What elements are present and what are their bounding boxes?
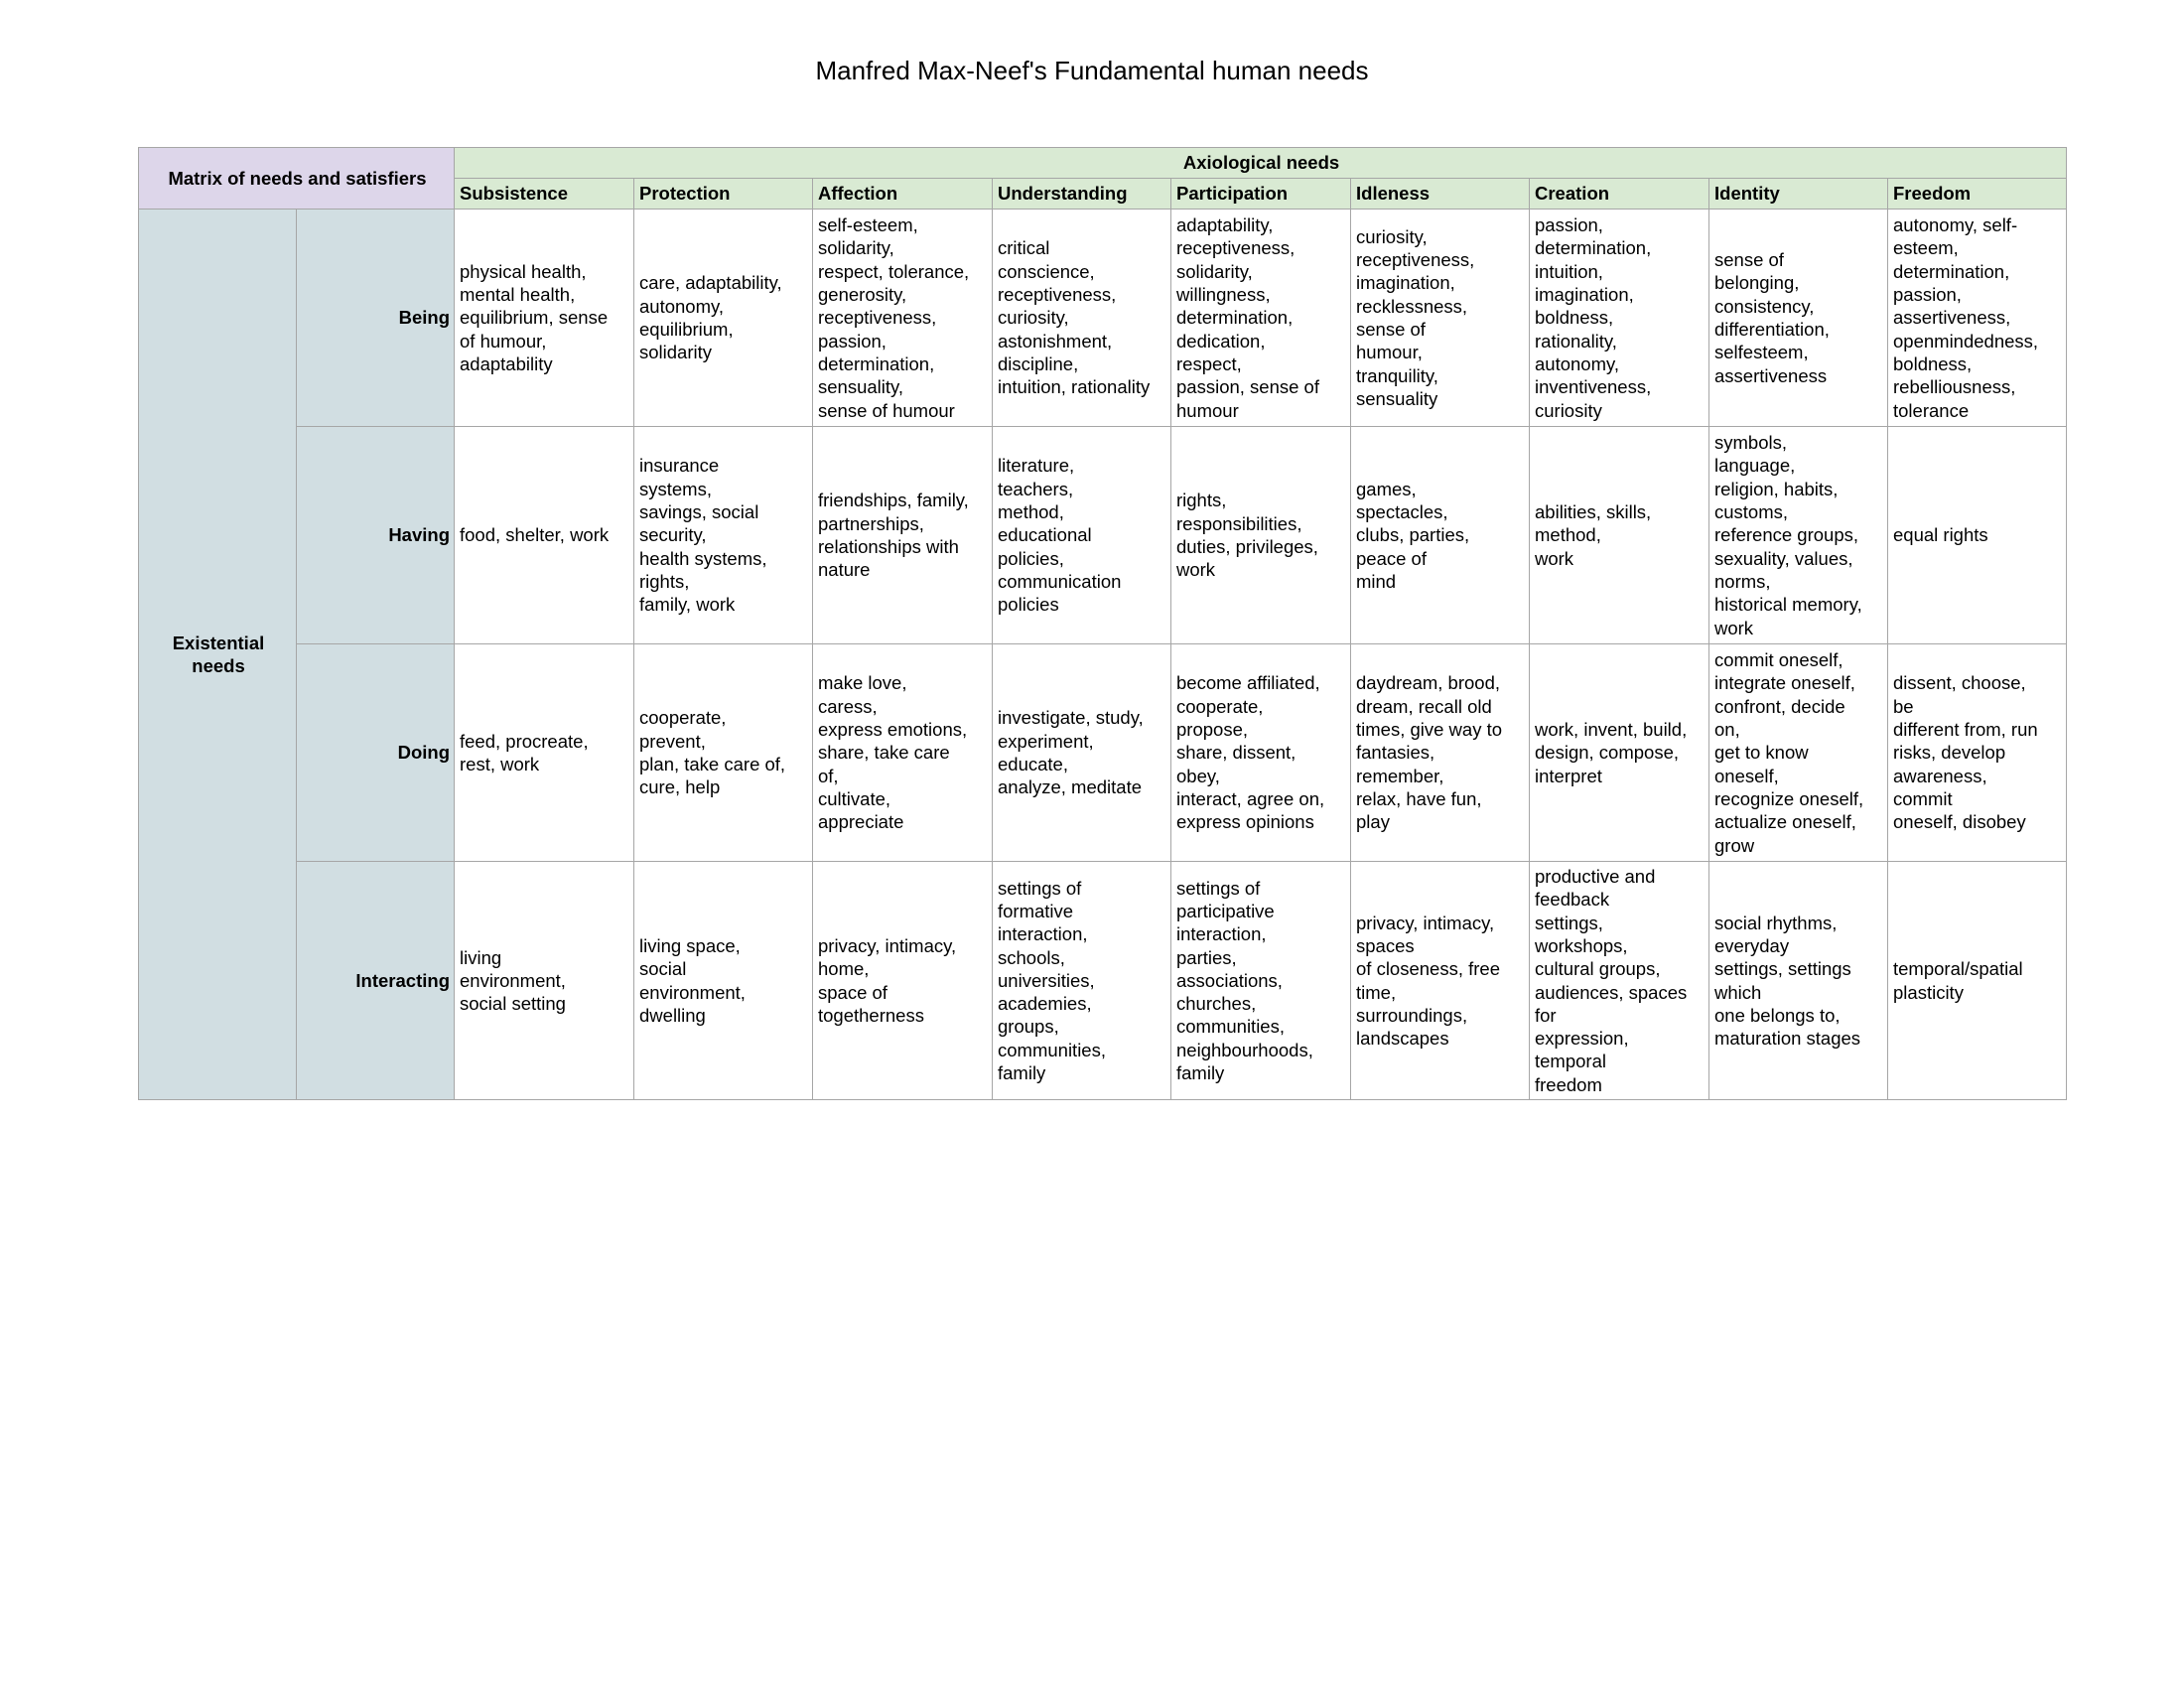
satisfier-cell-interacting-freedom: temporal/spatial plasticity <box>1888 862 2067 1100</box>
column-header-freedom: Freedom <box>1888 179 2067 210</box>
satisfier-cell-having-idleness: games, spectacles, clubs, parties, peace of mind <box>1351 427 1530 644</box>
satisfier-cell-doing-affection: make love, caress, express emotions, share, take care of, cultivate, appreciate <box>813 644 993 862</box>
row-label-doing: Doing <box>297 644 455 862</box>
satisfier-cell-having-subsistence: food, shelter, work <box>455 427 634 644</box>
table-row-interacting <box>139 862 2067 1100</box>
satisfier-cell-interacting-creation: productive and feedback settings, workshops, cultural groups, audiences, spaces for expression, temporal freedom <box>1530 862 1709 1100</box>
satisfier-cell-having-affection: friendships, family, partnerships, relationships with nature <box>813 427 993 644</box>
needs-matrix <box>138 147 2067 1100</box>
satisfier-cell-doing-protection: cooperate, prevent, plan, take care of, cure, help <box>634 644 813 862</box>
column-header-idleness: Idleness <box>1351 179 1530 210</box>
satisfier-cell-doing-freedom: dissent, choose, be different from, run risks, develop awareness, commit oneself, disobey <box>1888 644 2067 862</box>
satisfier-cell-having-creation: abilities, skills, method, work <box>1530 427 1709 644</box>
column-header-participation: Participation <box>1171 179 1351 210</box>
table-row-doing <box>139 644 2067 862</box>
satisfier-cell-doing-subsistence: feed, procreate, rest, work <box>455 644 634 862</box>
table-row-having <box>139 427 2067 644</box>
satisfier-cell-doing-understanding: investigate, study, experiment, educate, analyze, meditate <box>993 644 1171 862</box>
row-label-having: Having <box>297 427 455 644</box>
satisfier-cell-having-protection: insurance systems, savings, social security, health systems, rights, family, work <box>634 427 813 644</box>
row-label-interacting: Interacting <box>297 862 455 1100</box>
satisfier-cell-interacting-participation: settings of participative interaction, parties, associations, churches, communities, neighbourhoods, family <box>1171 862 1351 1100</box>
satisfier-cell-having-freedom: equal rights <box>1888 427 2067 644</box>
satisfier-cell-interacting-understanding: settings of formative interaction, schools, universities, academies, groups, communities, family <box>993 862 1171 1100</box>
satisfier-cell-interacting-affection: privacy, intimacy, home, space of togetherness <box>813 862 993 1100</box>
satisfier-cell-doing-idleness: daydream, brood, dream, recall old times, give way to fantasies, remember, relax, have fun, play <box>1351 644 1530 862</box>
satisfier-cell-being-participation: adaptability, receptiveness, solidarity, willingness, determination, dedication, respect, passion, sense of humour <box>1171 210 1351 427</box>
satisfier-cell-being-understanding: critical conscience, receptiveness, curiosity, astonishment, discipline, intuition, rationality <box>993 210 1171 427</box>
column-header-subsistence: Subsistence <box>455 179 634 210</box>
column-header-affection: Affection <box>813 179 993 210</box>
satisfier-cell-having-identity: symbols, language, religion, habits, customs, reference groups, sexuality, values, norms, historical memory, work <box>1709 427 1888 644</box>
matrix-corner-label: Matrix of needs and satisfiers <box>139 148 455 210</box>
satisfier-cell-being-affection: self-esteem, solidarity, respect, tolerance, generosity, receptiveness, passion, determination, sensuality, sense of humour <box>813 210 993 427</box>
table-row-being <box>139 210 2067 427</box>
satisfier-cell-doing-creation: work, invent, build, design, compose, interpret <box>1530 644 1709 862</box>
axiological-needs-header: Axiological needs <box>455 148 2067 179</box>
column-header-creation: Creation <box>1530 179 1709 210</box>
satisfier-cell-being-idleness: curiosity, receptiveness, imagination, recklessness, sense of humour, tranquility, sensuality <box>1351 210 1530 427</box>
satisfier-cell-doing-identity: commit oneself, integrate oneself, confront, decide on, get to know oneself, recognize oneself, actualize oneself, grow <box>1709 644 1888 862</box>
page-title: Manfred Max-Neef's Fundamental human needs <box>815 56 1369 85</box>
satisfier-cell-being-creation: passion, determination, intuition, imagination, boldness, rationality, autonomy, inventiveness, curiosity <box>1530 210 1709 427</box>
satisfier-cell-interacting-identity: social rhythms, everyday settings, settings which one belongs to, maturation stages <box>1709 862 1888 1100</box>
existential-needs-label: Existential needs <box>139 210 297 1100</box>
satisfier-cell-interacting-subsistence: living environment, social setting <box>455 862 634 1100</box>
column-header-protection: Protection <box>634 179 813 210</box>
satisfier-cell-doing-participation: become affiliated, cooperate, propose, share, dissent, obey, interact, agree on, express opinions <box>1171 644 1351 862</box>
column-header-identity: Identity <box>1709 179 1888 210</box>
satisfier-cell-interacting-protection: living space, social environment, dwelling <box>634 862 813 1100</box>
satisfier-cell-being-identity: sense of belonging, consistency, differentiation, selfesteem, assertiveness <box>1709 210 1888 427</box>
satisfier-cell-having-understanding: literature, teachers, method, educational policies, communication policies <box>993 427 1171 644</box>
row-label-being: Being <box>297 210 455 427</box>
satisfier-cell-being-freedom: autonomy, self- esteem, determination, passion, assertiveness, openmindedness, boldness, rebelliousness, tolerance <box>1888 210 2067 427</box>
satisfier-cell-being-subsistence: physical health, mental health, equilibrium, sense of humour, adaptability <box>455 210 634 427</box>
satisfier-cell-interacting-idleness: privacy, intimacy, spaces of closeness, free time, surroundings, landscapes <box>1351 862 1530 1100</box>
satisfier-cell-being-protection: care, adaptability, autonomy, equilibrium, solidarity <box>634 210 813 427</box>
column-header-understanding: Understanding <box>993 179 1171 210</box>
satisfier-cell-having-participation: rights, responsibilities, duties, privileges, work <box>1171 427 1351 644</box>
